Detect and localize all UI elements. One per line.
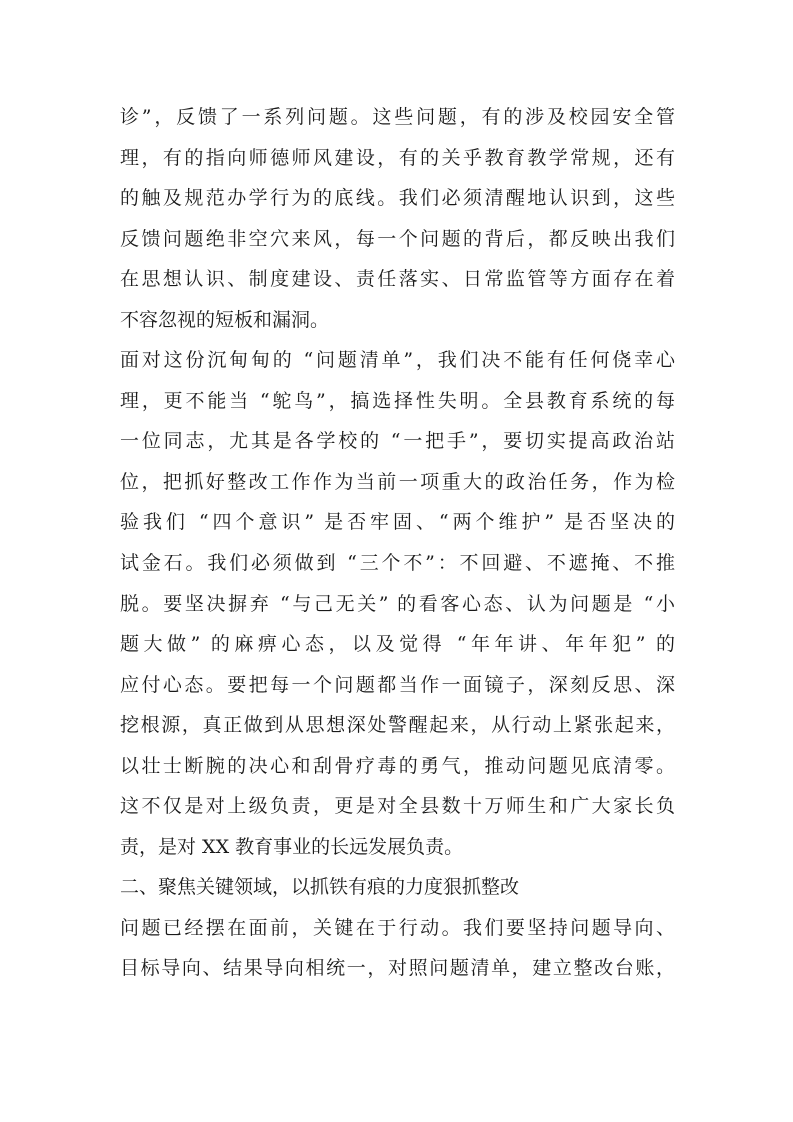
text-line: 挖根源，真正做到从思想深处警醒起来，从行动上紧张起来，: [120, 714, 675, 737]
text-line: 诊”，反馈了一系列问题。这些问题，有的涉及校园安全管: [120, 106, 675, 128]
text-line: 责，是对 XX 教育事业的长远发展负责。: [120, 835, 464, 858]
text-line: 的触及规范办学行为的底线。我们必须清醒地认识到，这些: [120, 187, 675, 210]
text-line: 反馈问题绝非空穴来风，每一个问题的背后，都反映出我们: [120, 227, 675, 250]
text-line: 试金石。我们必须做到 “三个不”：不回避、不遮掩、不推: [120, 552, 675, 575]
text-line: 不容忽视的短板和漏洞。: [120, 308, 330, 331]
text-line: 理，有的指向师德师风建设，有的关乎教育教学常规，还有: [120, 146, 675, 169]
text-line: 理，更不能当 “鸵鸟”，搞选择性失明。全县教育系统的每: [120, 389, 675, 412]
text-line: 脱。要坚决摒弃 “与己无关” 的看客心态、认为问题是 “小: [120, 592, 675, 615]
text-line: 位，把抓好整改工作作为当前一项重大的政治任务，作为检: [120, 470, 675, 493]
text-line: 面对这份沉甸甸的 “问题清单”，我们决不能有任何侥幸心: [120, 349, 675, 372]
text-line: 目标导向、结果导向相统一，对照问题清单，建立整改台账，: [120, 957, 675, 980]
text-line: 一位同志，尤其是各学校的 “一把手”，要切实提高政治站: [120, 430, 675, 453]
text-line: 以壮士断腕的决心和刮骨疗毒的勇气，推动问题见底清零。: [120, 754, 675, 777]
text-line: 应付心态。要把每一个问题都当作一面镜子，深刻反思、深: [120, 673, 675, 696]
body-text: [120, 97, 675, 989]
text-line: 在思想认识、制度建设、责任落实、日常监管等方面存在着: [120, 268, 675, 291]
text-line: 验我们 “四个意识” 是否牢固、“两个维护” 是否坚决的: [120, 511, 675, 534]
text-line: 这不仅是对上级负责，更是对全县数十万师生和广大家长负: [120, 795, 675, 818]
text-line: 问题已经摆在面前，关键在于行动。我们要坚持问题导向、: [120, 916, 675, 939]
text-line: 题大做” 的麻痹心态，以及觉得 “年年讲、年年犯” 的: [120, 633, 675, 656]
text-line: 二、聚焦关键领域，以抓铁有痕的力度狠抓整改: [120, 876, 520, 899]
